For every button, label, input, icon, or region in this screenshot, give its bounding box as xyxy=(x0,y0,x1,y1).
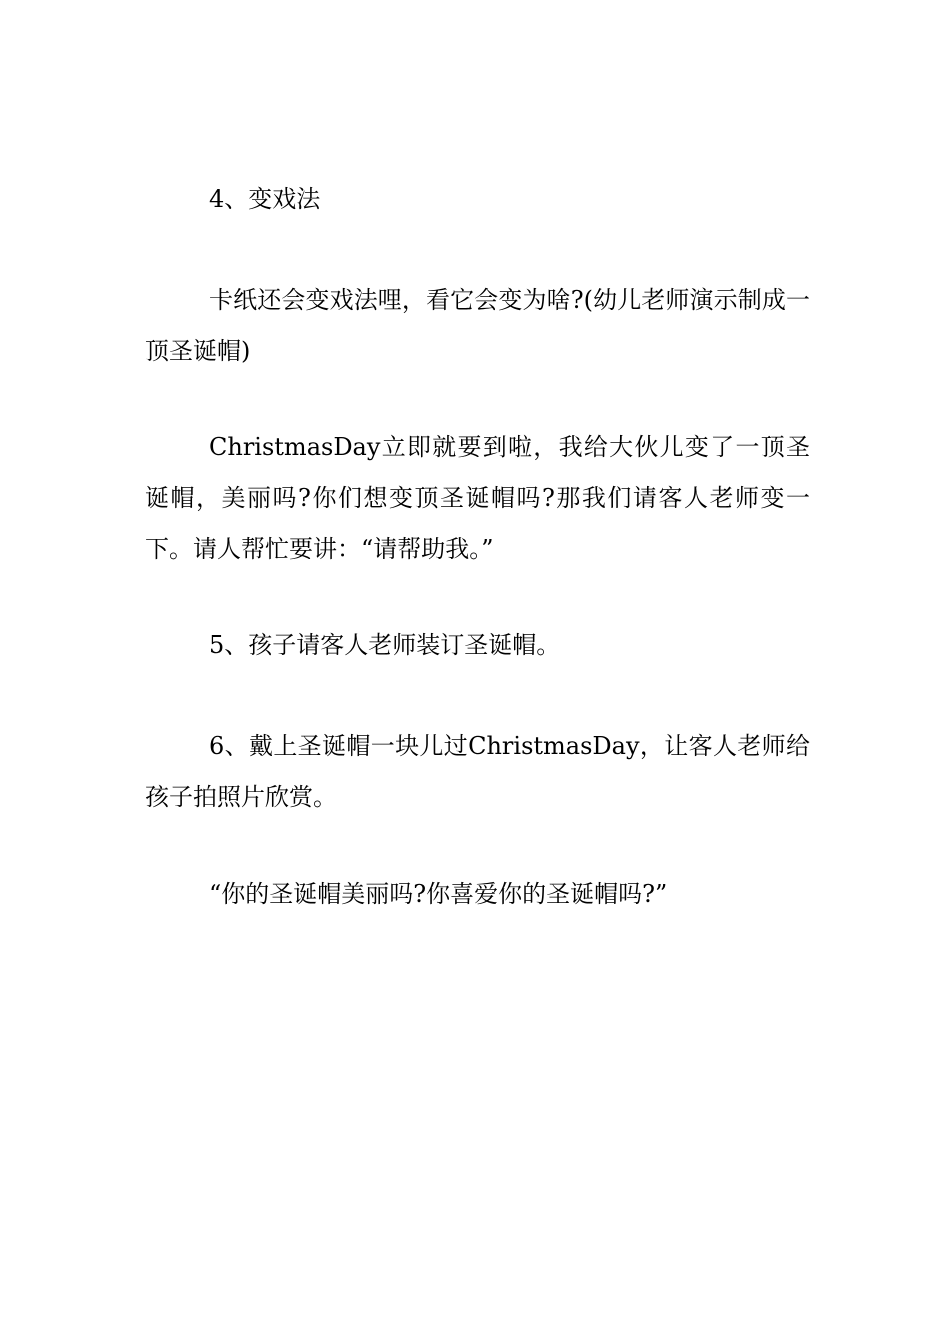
step-6-paragraph: 6、戴上圣诞帽一块儿过ChristmasDay，让客人老师给孩子拍照片欣赏。 xyxy=(145,732,810,811)
step-4-heading: 4、变戏法 xyxy=(209,185,321,213)
step-5-paragraph: 5、孩子请客人老师装订圣诞帽。 xyxy=(209,631,561,659)
closing-quote: “你的圣诞帽美丽吗?你喜爱你的圣诞帽吗?” xyxy=(209,880,668,908)
paragraph-christmas-hat: ChristmasDay立即就要到啦，我给大伙儿变了一顶圣诞帽，美丽吗?你们想变顶圣诞帽吗?那我们请客人老师变一下。请人帮忙要讲：“请帮助我。” xyxy=(145,433,810,563)
paragraph-card-magic: 卡纸还会变戏法哩，看它会变为啥?(幼儿老师演示制成一顶圣诞帽) xyxy=(145,286,810,365)
